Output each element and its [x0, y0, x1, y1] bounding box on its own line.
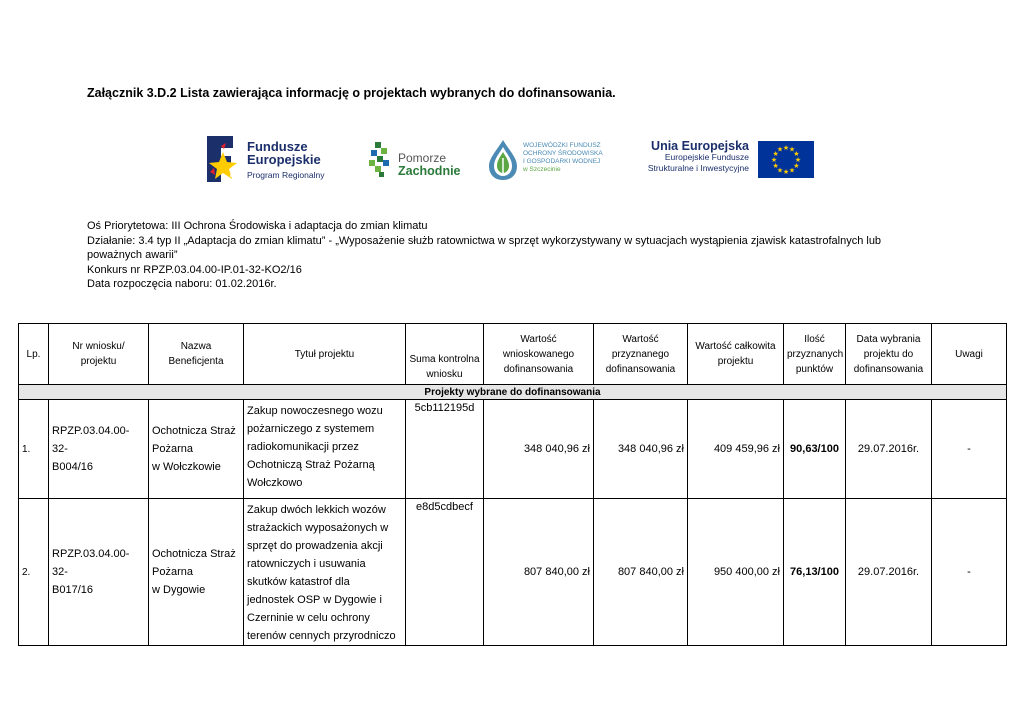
pz-griffin-icon: [365, 138, 397, 182]
eu-star-icon: ★: [788, 167, 796, 175]
cell-nazwa: Ochotnicza Straż Pożarna w Dygowie: [149, 499, 244, 646]
eu-star-icon: ★: [772, 163, 779, 170]
cell-wnioskowana: 807 840,00 zł: [484, 499, 594, 646]
unia-europejska-logo: [636, 136, 818, 182]
header-suma: Suma kontrolna wniosku: [406, 324, 484, 385]
header-tytul: Tytuł projektu: [244, 324, 406, 385]
info-priority-axis: Oś Priorytetowa: III Ochrona Środowiska i adaptacja do zmian klimatu: [87, 220, 428, 232]
header-lp: Lp.: [19, 324, 49, 385]
wfosigw-logo: [487, 138, 612, 184]
fe-line2: Europejskie: [247, 152, 321, 167]
wf-line3: I GOSPODARKI WODNEJ: [523, 158, 601, 165]
cell-data: 29.07.2016r.: [846, 400, 932, 499]
info-start-date: Data rozpoczęcia naboru: 01.02.2016r.: [87, 278, 277, 290]
logos-bar: [0, 128, 1024, 188]
fe-line1: Fundusze: [247, 139, 308, 154]
document-title: Załącznik 3.D.2 Lista zawierająca informację o projektach wybranych do dofinansowania.: [87, 86, 616, 100]
table-row: [19, 499, 1007, 646]
fe-star-icon: [205, 132, 243, 184]
cell-lp: 2.: [19, 499, 49, 646]
header-przyznana: Wartość przyznanego dofinansowania: [594, 324, 688, 385]
wf-line2: OCHRONY ŚRODOWISKA: [523, 150, 603, 157]
fundusze-europejskie-logo: [205, 132, 335, 184]
cell-tytul: Zakup dwóch lekkich wozów strażackich wyposażonych w sprzęt do prowadzenia akcji ratowniczych i usuwania skutków katastrof dla jednostek OSP w Dygowie i Czerninie w celu ochrony terenów cennych przyrodniczo: [244, 499, 406, 646]
header-calkowita: Wartość całkowita projektu: [688, 324, 784, 385]
eu-flag-icon: [758, 141, 814, 178]
header-uwagi: Uwagi: [932, 324, 1007, 385]
header-punkty: Ilość przyznanych punktów: [784, 324, 846, 385]
wf-line4: w Szczecinie: [523, 166, 561, 173]
cell-data: 29.07.2016r.: [846, 499, 932, 646]
eu-star-icon: ★: [793, 163, 800, 170]
cell-calkowita: 950 400,00 zł: [688, 499, 784, 646]
cell-przyznana: 807 840,00 zł: [594, 499, 688, 646]
competition-info: [87, 219, 927, 292]
header-nazwa: Nazwa Beneficjenta: [149, 324, 244, 385]
pz-line2: Zachodnie: [398, 164, 461, 178]
info-action-cont: poważnych awarii”: [87, 249, 178, 261]
cell-lp: 1.: [19, 400, 49, 499]
cell-tytul: Zakup nowoczesnego wozu pożarniczego z systemem radiokomunikacji przez Ochotniczą Straż Pożarną Wołczkowo: [244, 400, 406, 499]
pz-line1: Pomorze: [398, 151, 447, 165]
eu-star-icon: ★: [770, 157, 778, 164]
header-wnioskowana: Wartość wnioskowanego dofinansowania: [484, 324, 594, 385]
cell-calkowita: 409 459,96 zł: [688, 400, 784, 499]
wf-line1: WOJEWÓDZKI FUNDUSZ: [523, 142, 601, 149]
eu-star-icon: ★: [776, 146, 784, 154]
fe-line3: Program Regionalny: [247, 170, 325, 180]
table-header-row: [19, 324, 1007, 385]
cell-nr: RPZP.03.04.00-32- B004/16: [49, 400, 149, 499]
section-row: [19, 385, 1007, 400]
section-title: Projekty wybrane do dofinansowania: [19, 385, 1007, 400]
ue-line3: Strukturalne i Inwestycyjne: [647, 163, 749, 173]
projects-table: [18, 323, 1007, 646]
ue-line1: Unia Europejska: [651, 139, 749, 153]
cell-przyznana: 348 040,96 zł: [594, 400, 688, 499]
info-action: Działanie: 3.4 typ II „Adaptacja do zmian klimatu” - „Wyposażenie służb ratownictwa w sprzęt wykorzystywany w sytuacjach wystąpienia zjawisk katastrofalnych lub: [87, 234, 882, 247]
eu-star-icon: ★: [788, 146, 796, 154]
info-competition-number: Konkurs nr RPZP.03.04.00-IP.01-32-KO2/16: [87, 263, 302, 276]
cell-nazwa: Ochotnicza Straż Pożarna w Wołczkowie: [149, 400, 244, 499]
eu-star-icon: ★: [782, 145, 790, 152]
cell-uwagi: -: [932, 499, 1007, 646]
cell-suma: e8d5cdbecf: [406, 499, 484, 646]
eu-star-icon: ★: [772, 151, 779, 158]
eu-star-icon: ★: [793, 151, 800, 158]
header-data: Data wybrania projektu do dofinansowania: [846, 324, 932, 385]
table-row: [19, 400, 1007, 499]
eu-star-icon: ★: [782, 169, 790, 176]
cell-suma: 5cb112195d: [406, 400, 484, 499]
cell-punkty: 90,63/100: [784, 400, 846, 499]
cell-wnioskowana: 348 040,96 zł: [484, 400, 594, 499]
eu-star-icon: ★: [794, 157, 802, 164]
ue-line2: Europejskie Fundusze: [664, 152, 749, 162]
pomorze-zachodnie-logo: [365, 138, 465, 182]
cell-nr: RPZP.03.04.00-32- B017/16: [49, 499, 149, 646]
cell-uwagi: -: [932, 400, 1007, 499]
eu-star-icon: ★: [776, 167, 784, 175]
cell-punkty: 76,13/100: [784, 499, 846, 646]
wf-drop-icon: [487, 138, 519, 182]
header-nr: Nr wniosku/ projektu: [49, 324, 149, 385]
